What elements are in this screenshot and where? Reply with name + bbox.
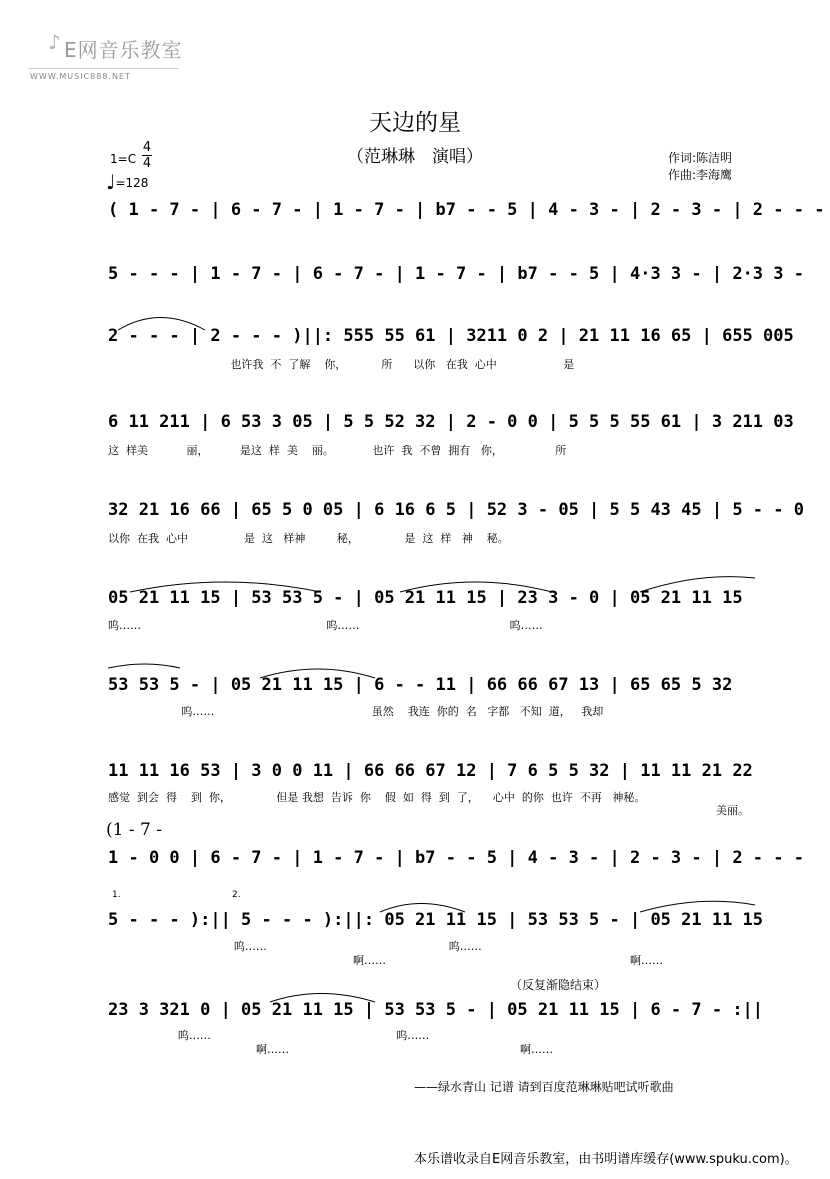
- time-bottom: 4: [142, 156, 152, 171]
- lyric-extra: 美丽。: [716, 804, 749, 817]
- notation: 2 - - - | 2 - - - )||: 555 55 61 | 3211 0 2 | 21 11 16 65 | 655 005: [108, 326, 794, 346]
- notation: 5 - - - ):|| 5 - - - ):||: 05 21 11 15 | 53 53 5 - | 05 21 11 15: [108, 910, 764, 930]
- footer-note: 本乐谱收录自E网音乐教室，由书明谱库缓存(www.spuku.com)。: [414, 1152, 798, 1167]
- notation: 5 - - - | 1 - 7 - | 6 - 7 - | 1 - 7 - | b7 - - 5 | 4·3 3 - | 2·3 3 -: [108, 264, 804, 284]
- lyric-line: 这 样美 丽， 是这 样 美 丽。 也许 我 不曾 拥有 你， 所: [108, 444, 567, 457]
- logo-url: WWW.MUSIC888.NET: [30, 72, 131, 81]
- notation: 53 53 5 - | 05 21 11 15 | 6 - - 11 | 66 66 67 13 | 65 65 5 32: [108, 675, 733, 695]
- slur-arc: [118, 318, 205, 331]
- time-top: 4: [142, 140, 152, 155]
- lyric-line: 呜…… 呜……: [108, 1029, 430, 1042]
- volta-second: 2.: [232, 890, 241, 900]
- slur-arc: [380, 904, 465, 913]
- lyric-line: 呜…… 呜…… 呜……: [108, 619, 543, 632]
- slur-arc: [260, 669, 375, 678]
- lyric-line: 也许我 不 了解 你， 所 以你 在我 心中 是: [108, 358, 575, 371]
- lyric-ah: 啊……: [353, 954, 386, 967]
- logo-name: E网音乐教室: [64, 38, 183, 62]
- lyric-ah: 啊……: [520, 1043, 553, 1056]
- music-note-icon: ♪: [48, 30, 61, 54]
- song-title: 天边的星: [369, 110, 461, 136]
- lyric-line: 呜…… 呜……: [108, 940, 482, 953]
- slur-arc: [640, 577, 755, 592]
- slur-arc: [400, 582, 552, 592]
- repeat-note: （反复渐隐结束）: [510, 978, 607, 992]
- slur-arc: [130, 582, 320, 592]
- lyric-line: 呜…… 虽然 我连 你的 名 字都 不知 道， 我却: [108, 705, 604, 718]
- song-singer: （范琳琳 演唱）: [347, 147, 483, 167]
- key-signature: 1=C: [110, 152, 137, 166]
- tempo-value: =128: [115, 176, 149, 190]
- intro-overlay: (1 - 7 -: [106, 820, 162, 840]
- slur-arc: [270, 994, 375, 1003]
- lyric-ah: 啊……: [630, 954, 663, 967]
- lyricist: 作词:陈洁明: [668, 151, 733, 165]
- volta-first: 1.: [112, 890, 121, 900]
- lyric-ah: 啊……: [256, 1043, 289, 1056]
- lyric-line: 以你 在我 心中 是 这 样神 秘， 是 这 样 神 秘。: [108, 532, 509, 545]
- notation: 1 - 0 0 | 6 - 7 - | 1 - 7 - | b7 - - 5 | 4 - 3 - | 2 - 3 - | 2 - - -: [108, 848, 804, 868]
- composer: 作曲:李海鹰: [668, 168, 733, 182]
- recorder-note: ——绿水青山 记谱 请到百度范琳琳贴吧试听歌曲: [414, 1080, 674, 1094]
- lyric-line: 感觉 到会 得 到 你， 但是 我想 告诉 你 假 如 得 到 了， 心中 的你 也许 不再 神秘。: [108, 791, 646, 804]
- notation: 23 3 321 0 | 05 21 11 15 | 53 53 5 - | 05 21 11 15 | 6 - 7 - :||: [108, 1000, 764, 1020]
- notation: ( 1 - 7 - | 6 - 7 - | 1 - 7 - | b7 - - 5 | 4 - 3 - | 2 - 3 - | 2 - - -: [108, 200, 825, 220]
- slur-arc: [108, 664, 180, 668]
- slur-arc: [640, 901, 755, 912]
- notation: 05 21 11 15 | 53 53 5 - | 05 21 11 15 | 23 3 - 0 | 05 21 11 15: [108, 588, 743, 608]
- notation: 11 11 16 53 | 3 0 0 11 | 66 66 67 12 | 7 6 5 5 32 | 11 11 21 22: [108, 761, 753, 781]
- notation: 32 21 16 66 | 65 5 0 05 | 6 16 6 5 | 52 3 - 05 | 5 5 43 45 | 5 - - 0: [108, 500, 804, 520]
- notation: 6 11 211 | 6 53 3 05 | 5 5 52 32 | 2 - 0 0 | 5 5 5 55 61 | 3 211 03: [108, 412, 794, 432]
- quarter-note-icon: ♩: [106, 170, 116, 194]
